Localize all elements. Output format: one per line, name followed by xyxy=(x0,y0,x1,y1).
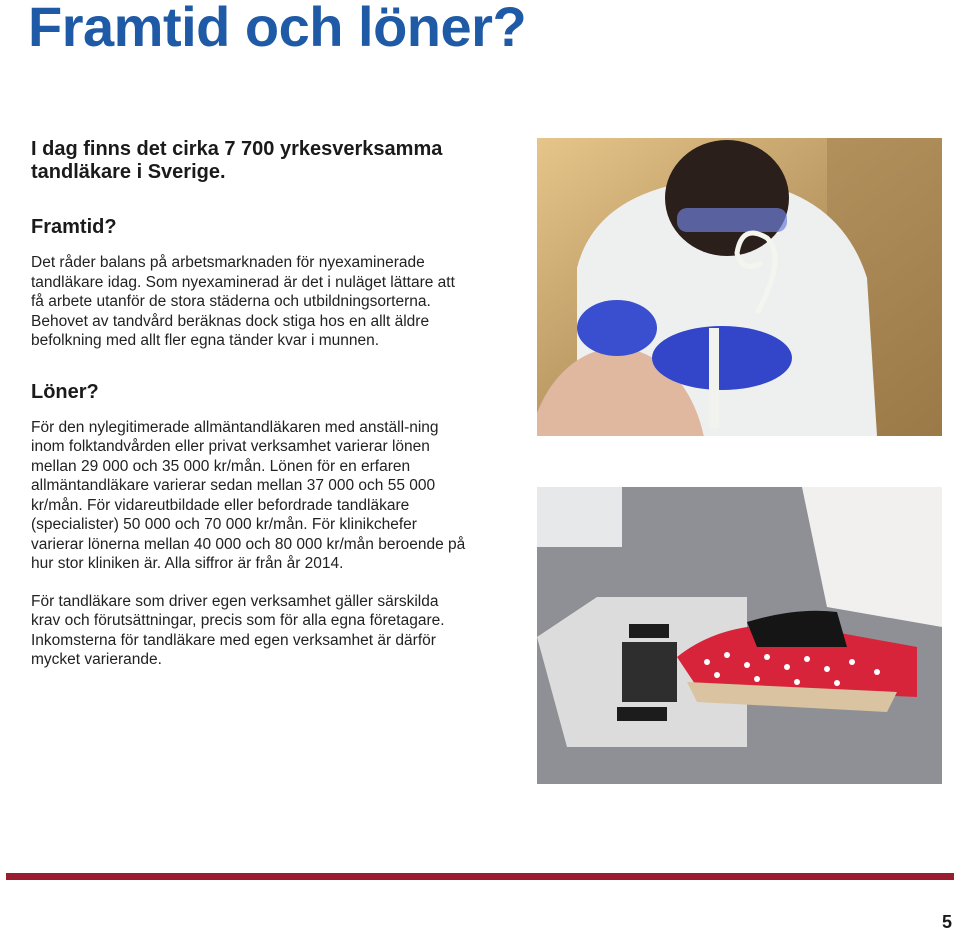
own-business-paragraph: För tandläkare som driver egen verksamhet gäller särskilda krav och förutsättningar, precis som för alla egna företagare. Inkomsterna för tandläkare med egen verksamhet är därför mycket varierande. xyxy=(31,592,445,668)
future-heading: Framtid? xyxy=(31,216,117,238)
salary-paragraph: För den nylegitimerade allmäntandläkaren med anställ-ning inom folktandvården eller privat verksamhet varierar lönen mellan 29 000 och 35 000 kr/mån. Lönen för en erfaren allmäntandläkare varierar sedan mellan 37 000 och 55 000 kr/mån. För vidareutbildade eller befordrade tandläkare (specialister) 50 000 och 70 000 kr/mån. För klinikchefer varierar lönerna mellan 40 000 och 80 000 kr/mån beroende på hur stor kliniken är. Alla siffror är från år 2014. xyxy=(31,418,466,572)
page-title: Framtid och löner? xyxy=(28,0,527,58)
page-number: 5 xyxy=(941,912,952,932)
salary-heading: Löner? xyxy=(31,380,99,403)
dentist-photo xyxy=(537,138,942,436)
footer-rule xyxy=(6,873,954,880)
text-column xyxy=(31,138,471,670)
lead-paragraph: I dag finns det cirka 7 700 yrkesverksamma tandläkare i Sverige. xyxy=(31,138,443,183)
foot-pedal-photo xyxy=(537,487,942,784)
future-paragraph: Det råder balans på arbetsmarknaden för nyexaminerade tandläkare idag. Som nyexaminerad är det i nuläget lättare att få arbete utanför de stora städerna och utbildningsorterna. Behovet av tandvård beräknas dock stiga hos en allt äldre befolkning med allt fler egna tänder kvar i munnen. xyxy=(31,254,455,349)
